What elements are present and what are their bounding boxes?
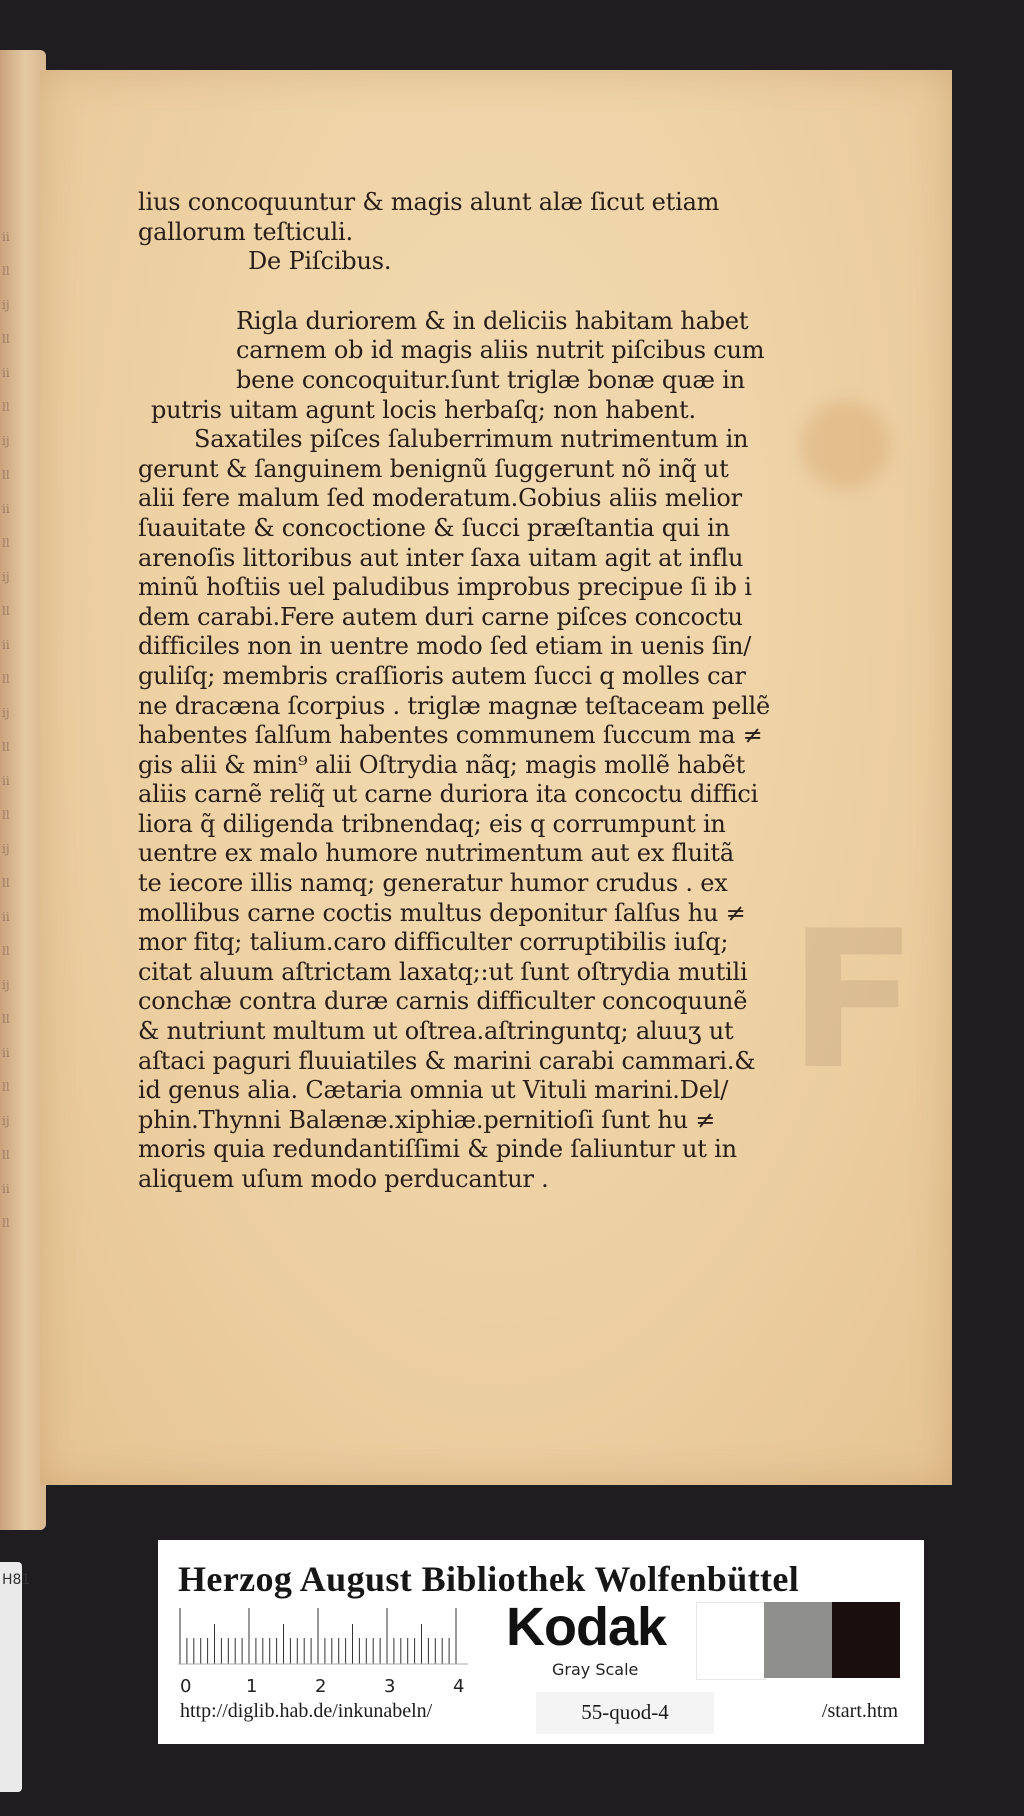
text-line: & nutriunt multum ut oſtrea.aſtringuntq; aluuʒ ut — [138, 1017, 734, 1046]
bleed-through-letter: F — [788, 890, 918, 1111]
section-heading: De Piſcibus. — [248, 247, 392, 276]
text-line: aliis carnẽ reliq̃ ut carne duriora ita concoctu diffici — [138, 780, 759, 809]
ruler-number-2: 2 — [315, 1676, 327, 1697]
text-line: guliſq; membris craſſioris autem ſucci q molles car — [138, 661, 746, 690]
adjacent-page-bleed: ii ll ij ll ii ll ij ll ii ll ij ll ii ll ij ll ii ll ij ll ii ll ij ll ii ll ij ll ii ll — [2, 230, 10, 1230]
shelfmark-box — [536, 1692, 714, 1734]
side-label-text: H81 — [2, 1572, 31, 1588]
text-line: mor fitq; talium.caro difficulter corruptibilis iuſq; — [138, 928, 729, 957]
shelfmark-code: 55-quod-4 — [581, 1700, 669, 1724]
text-line: ne dracæna ſcorpius . triglæ magnæ teſtaceam pellẽ — [138, 691, 771, 720]
ruler-number-1: 1 — [246, 1676, 258, 1697]
text-line: moris quia redundantiſſimi & pinde ſaliuntur ut in — [138, 1135, 737, 1164]
side-label-tag — [0, 1562, 31, 1792]
manuscript-page — [40, 70, 952, 1485]
ruler-number-3: 3 — [384, 1676, 396, 1697]
gray-scale-label: Gray Scale — [552, 1660, 639, 1679]
text-line: lius concoquuntur & magis alunt alæ ſicut etiam — [138, 188, 720, 216]
kodak-logo: Kodak — [506, 1597, 667, 1657]
text-line: uentre ex malo humore nutrimentum aut ex fluitã — [138, 839, 734, 868]
color-target-card — [158, 1540, 924, 1744]
scale-ruler — [178, 1606, 468, 1698]
text-line: Saxatiles piſces ſaluberrimum nutrimentum in — [194, 425, 749, 454]
text-line: phin.Thynni Balænæ.xiphiæ.pernitioſi ſunt hu ≠ — [138, 1105, 716, 1134]
text-line: citat aluum aſtrictam laxatq;:ut ſunt oſtrydia mutili — [138, 957, 748, 986]
start-path: /start.htm — [821, 1700, 898, 1722]
gray-swatch — [764, 1602, 832, 1678]
text-line: gis alii & min⁹ alii Oſtrydia nãq; magis mollẽ habẽt — [138, 750, 746, 779]
text-line: aſtaci paguri fluuiatiles & marini carabi cammari.& — [138, 1046, 756, 1075]
ruler-number-0: 0 — [180, 1676, 192, 1697]
text-line: liora q̃ diligenda tribnendaq; eis q corrumpunt in — [138, 809, 726, 838]
text-line: gallorum teſticuli. — [138, 217, 353, 246]
text-line: alii fere malum ſed moderatum.Gobius aliis melior — [138, 484, 742, 513]
text-line: minũ hoſtiis uel paludibus improbus precipue ſi ib i — [138, 573, 752, 602]
text-line: gerunt & ſanguinem benignũ ſuggerunt nõ inq̃ ut — [138, 454, 729, 483]
white-swatch — [696, 1602, 766, 1680]
text-line: Rigla duriorem & in deliciis habitam habet — [236, 306, 749, 335]
text-line: arenoſis littoribus aut inter ſaxa uitam agit at influ — [138, 543, 744, 572]
library-url: http://diglib.hab.de/inkunabeln/ — [180, 1700, 433, 1722]
black-swatch — [832, 1602, 900, 1678]
text-line: difficiles non in uentre modo ſed etiam in uenis ſin/ — [138, 632, 752, 661]
text-line: habentes ſalſum habentes communem ſuccum ma ≠ — [138, 721, 763, 750]
text-line: ſuauitate & concoctione & ſucci præſtantia qui in — [138, 513, 730, 542]
page-stain — [800, 400, 890, 490]
text-line: te iecore illis namq; generatur humor crudus . ex — [138, 869, 728, 898]
page-text — [98, 188, 798, 1195]
ruler-number-4: 4 — [453, 1676, 465, 1697]
library-title: Herzog August Bibliothek Wolfenbüttel — [178, 1559, 800, 1599]
text-line: conchæ contra duræ carnis difficulter concoquunẽ — [138, 987, 748, 1016]
text-line: mollibus carne coctis multus deponitur ſalſus hu ≠ — [138, 898, 746, 927]
text-line: putris uitam agunt locis herbaſq; non habent. — [151, 395, 696, 424]
text-line: bene concoquitur.ſunt triglæ bonæ quæ in — [236, 365, 745, 394]
text-line: dem carabi.Fere autem duri carne piſces concoctu — [138, 602, 743, 631]
text-line: carnem ob id magis aliis nutrit piſcibus cum — [236, 336, 765, 365]
text-line: id genus alia. Cætaria omnia ut Vituli marini.Del/ — [138, 1076, 729, 1105]
text-line: aliquem uſum modo perducantur . — [138, 1165, 549, 1193]
